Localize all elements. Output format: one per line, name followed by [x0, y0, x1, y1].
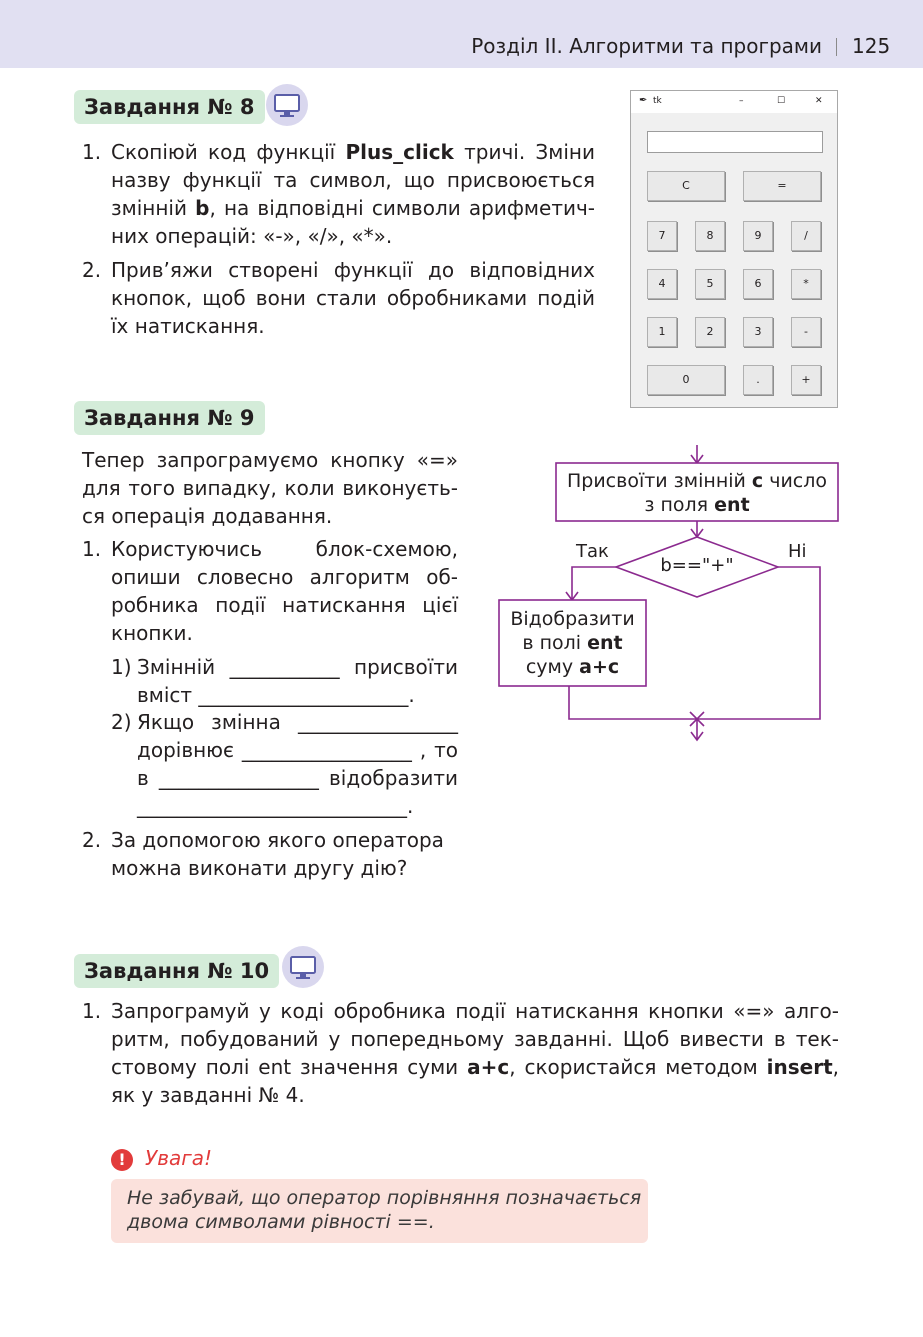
decimal-point-button[interactable]: . — [743, 365, 773, 395]
task-8-label: Завдання № 8 — [74, 90, 265, 124]
task-9-intro: Тепер запрограмуємо кнопку «=» для того випадку, коли виконуєть- ся операція додавання. — [82, 448, 458, 528]
task-9-subitem-1-text: Змінній ___________ присвоїти вміст _____________________. — [137, 655, 458, 707]
maximize-icon[interactable]: ☐ — [777, 96, 786, 106]
digit-5-button[interactable]: 5 — [695, 269, 725, 299]
computer-monitor-icon — [282, 946, 324, 988]
digit-1-button[interactable]: 1 — [647, 317, 677, 347]
no-branch-label: Ні — [788, 541, 807, 562]
page-number: 125 — [852, 34, 891, 58]
task-8-item-1-text: Скопіюй код функції Plus_click тричі. Зміни назву функції та символ, що присвоюється змінній b, на відповідні символи арифметич- них операцій: «-», «/», «*». — [111, 140, 595, 248]
exclamation-icon: ! — [111, 1149, 133, 1171]
task-9-subitem-2-text: Якщо змінна ________________ дорівнює _________________ , то в ________________ відобразити ___________________________. — [137, 710, 458, 818]
digit-9-button[interactable]: 9 — [743, 221, 773, 251]
digit-2-button[interactable]: 2 — [695, 317, 725, 347]
yes-branch-label: Так — [576, 541, 609, 562]
header-divider — [836, 38, 837, 56]
clear-button[interactable]: C — [647, 171, 725, 201]
notice-title: Увага! — [145, 1146, 213, 1170]
multiply-button[interactable]: * — [791, 269, 821, 299]
digit-6-button[interactable]: 6 — [743, 269, 773, 299]
subtract-button[interactable]: - — [791, 317, 821, 347]
digit-7-button[interactable]: 7 — [647, 221, 677, 251]
assign-process-box-text: Присвоїти змінній c число з поля ent — [566, 470, 828, 516]
computer-monitor-icon — [266, 84, 308, 126]
chapter-title: Розділ ІІ. Алгоритми та програми — [471, 34, 822, 58]
close-icon[interactable]: ✕ — [815, 96, 823, 106]
digit-8-button[interactable]: 8 — [695, 221, 725, 251]
calculator-titlebar — [631, 91, 837, 113]
calculator-window — [630, 90, 838, 408]
task-9-item-2-text: За допомогою якого оператора можна виконати другу дію? — [111, 828, 444, 880]
condition-label: b=="+" — [660, 555, 734, 576]
equals-button[interactable]: = — [743, 171, 821, 201]
digit-3-button[interactable]: 3 — [743, 317, 773, 347]
task-10-item-1-number: 1. — [82, 999, 102, 1023]
page-header — [0, 0, 923, 68]
task-10-item-1-text: Запрограмуй у коді обробника події натискання кнопки «=» алго- ритм, побудований у попередньому завданні. Щоб вивести в тек- стовому полі ent значення суми a+c, скористайся методом insert, як у завданні № 4. — [111, 999, 840, 1107]
task-9-subitem-2-number: 2) — [111, 710, 132, 734]
task-9-subitem-1-number: 1) — [111, 655, 132, 679]
divide-button[interactable]: / — [791, 221, 821, 251]
task-9-item-1-number: 1. — [82, 537, 102, 561]
task-9-label: Завдання № 9 — [74, 401, 265, 435]
digit-0-button[interactable]: 0 — [647, 365, 725, 395]
task-8-item-1-number: 1. — [82, 140, 102, 164]
display-process-box-text: Відобразити в полі ent суму a+c — [510, 608, 635, 678]
window-title: tk — [653, 96, 662, 106]
task-9-item-1-text: Користуючись блок-схемою, опиши словесно алгоритм об- робника події натискання цієї кнопки. — [111, 537, 458, 645]
task-10-label: Завдання № 10 — [74, 954, 279, 988]
entry-field[interactable] — [647, 131, 823, 153]
minimize-icon[interactable]: – — [739, 96, 744, 106]
task-9-item-2-number: 2. — [82, 828, 102, 852]
notice-text: Не забувай, що оператор порівняння позначається двома символами рівності ==. — [127, 1187, 642, 1233]
digit-4-button[interactable]: 4 — [647, 269, 677, 299]
add-button[interactable]: + — [791, 365, 821, 395]
feather-icon: ✒ — [639, 95, 648, 106]
task-8-item-2-text: Прив’яжи створені функції до відповідних кнопок, щоб вони стали обробниками подій їх натискання. — [111, 258, 595, 338]
task-8-item-2-number: 2. — [82, 258, 102, 282]
